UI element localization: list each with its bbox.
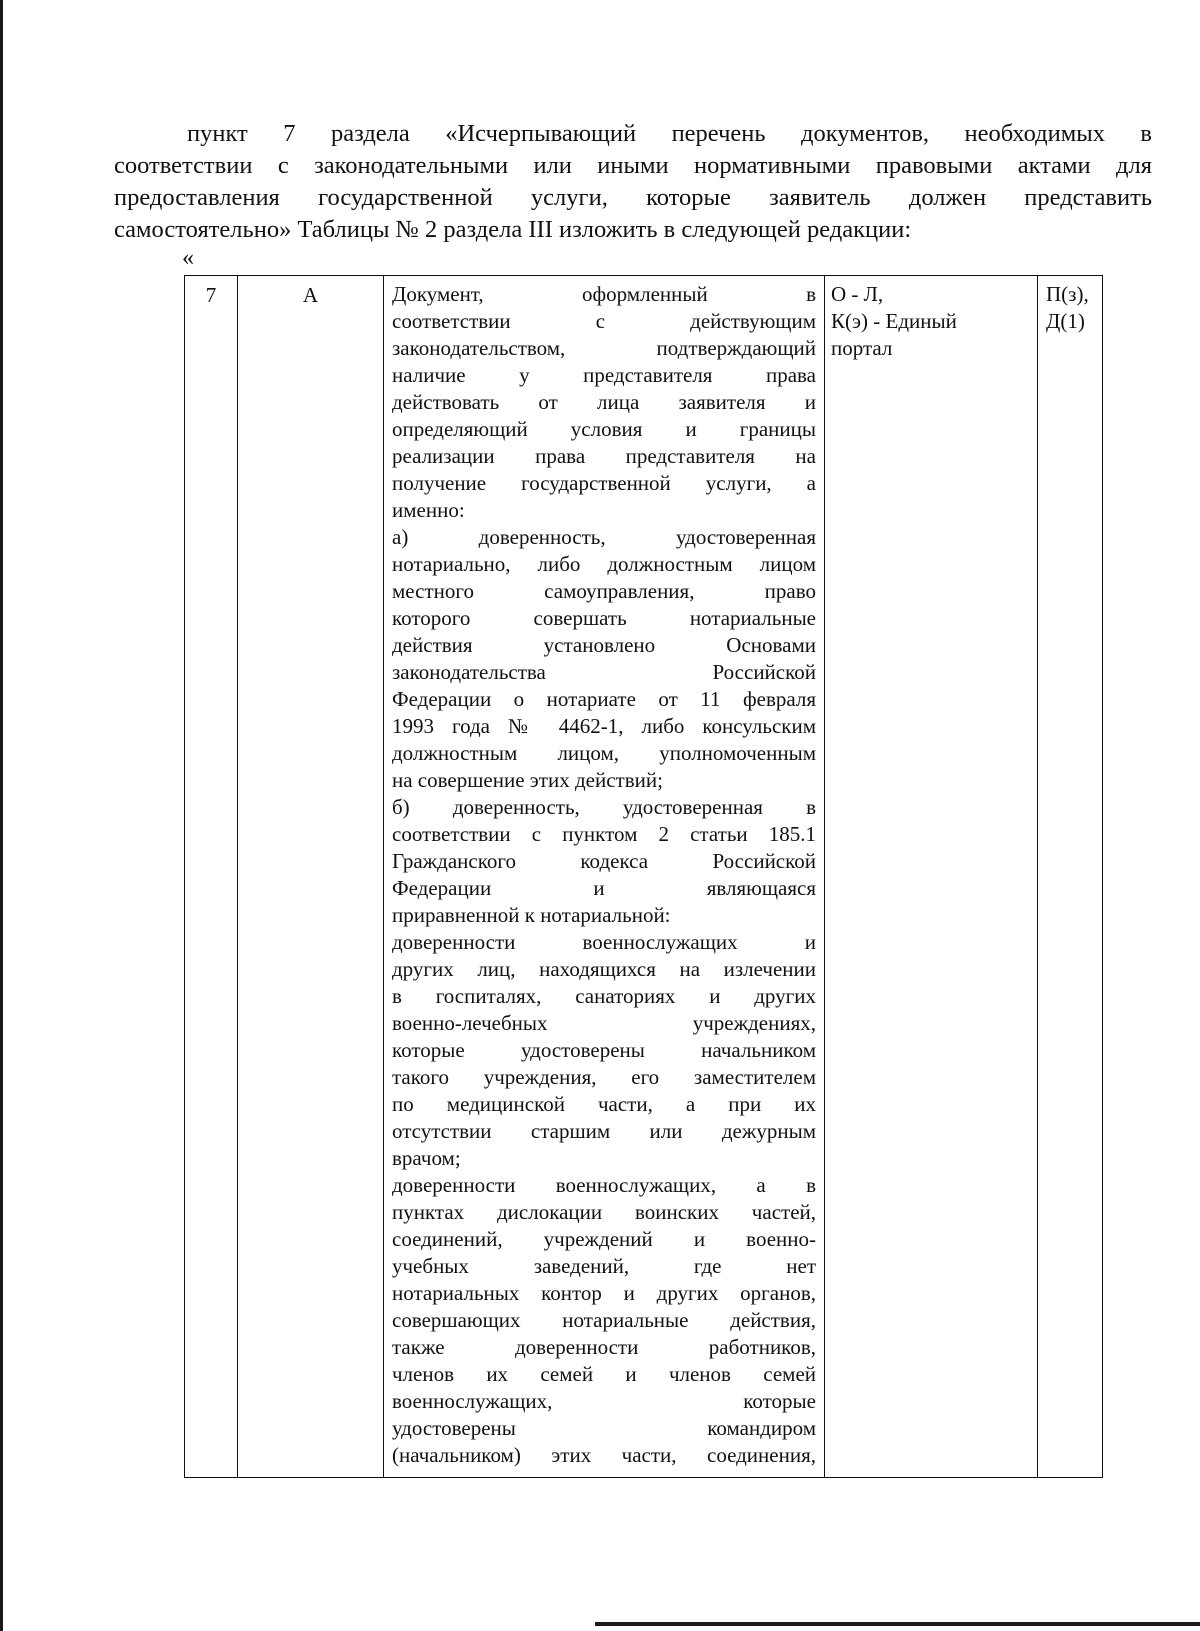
description-line: законодательством, подтверждающий <box>392 336 816 360</box>
description-line: определяющий условия и границы <box>392 417 816 441</box>
description-line: должностным лицом, уполномоченным <box>392 741 816 765</box>
description-line: которого совершать нотариальные <box>392 606 816 630</box>
description-line: а) доверенность, удостоверенная <box>392 525 816 549</box>
description-line: которые удостоверены начальником <box>392 1038 816 1062</box>
description-line: в госпиталях, санаториях и других <box>392 984 816 1008</box>
row-description-cell <box>384 276 825 1478</box>
description-line: такого учреждения, его заместителем <box>392 1065 816 1089</box>
description-line: военно-лечебных учреждениях, <box>392 1011 816 1035</box>
description-line: совершающих нотариальные действия, <box>392 1308 816 1332</box>
description-line: именно: <box>392 498 465 522</box>
description-line: Федерации и являющаяся <box>392 876 816 900</box>
description-line: на совершение этих действий; <box>392 768 663 792</box>
description-line: законодательства Российской <box>392 660 816 684</box>
description-line: врачом; <box>392 1146 461 1170</box>
form-line: портал <box>831 336 893 360</box>
description-line: других лиц, находящихся на излечении <box>392 957 816 981</box>
scan-bottom-edge <box>595 1622 1200 1626</box>
scan-left-edge <box>0 0 3 1631</box>
description-line: действовать от лица заявителя и <box>392 390 816 414</box>
row-number-cell: 7 <box>185 276 238 1478</box>
description-line: 1993 года № 4462-1, либо консульским <box>392 714 816 738</box>
description-line: учебных заведений, где нет <box>392 1254 816 1278</box>
description-line: наличие у представителя права <box>392 363 816 387</box>
row-code-cell <box>1038 276 1103 1478</box>
description-line: местного самоуправления, право <box>392 579 816 603</box>
description-line: получение государственной услуги, а <box>392 471 816 495</box>
form-line: О - Л, <box>831 282 884 306</box>
description-line: членов их семей и членов семей <box>392 1362 816 1386</box>
opening-quote-mark: « <box>182 245 194 271</box>
table-row <box>185 276 1103 1478</box>
description-line: б) доверенность, удостоверенная в <box>392 795 816 819</box>
row-form-cell <box>825 276 1038 1478</box>
intro-line: предоставления государственной услуги, которые заявитель должен представить <box>114 184 1152 211</box>
description-line: отсутствии старшим или дежурным <box>392 1119 816 1143</box>
description-line: военнослужащих, которые <box>392 1389 816 1413</box>
description-line: пунктах дислокации воинских частей, <box>392 1200 816 1224</box>
description-line: соответствии с пунктом 2 статьи 185.1 <box>392 822 816 846</box>
code-line: П(з), <box>1046 282 1089 306</box>
description-line: нотариальных контор и других органов, <box>392 1281 816 1305</box>
documents-table <box>184 275 1103 1478</box>
description-line: доверенности военнослужащих, а в <box>392 1173 816 1197</box>
description-line: Федерации о нотариате от 11 февраля <box>392 687 816 711</box>
row-category-cell: А <box>238 276 384 1478</box>
description-line: удостоверены командиром <box>392 1416 816 1440</box>
description-line: также доверенности работников, <box>392 1335 816 1359</box>
description-line: Гражданского кодекса Российской <box>392 849 816 873</box>
description-line: (начальником) этих части, соединения, <box>392 1443 816 1467</box>
intro-line: самостоятельно» Таблицы № 2 раздела III изложить в следующей редакции: <box>114 216 912 243</box>
description-line: Документ, оформленный в <box>392 282 816 306</box>
description-line: по медицинской части, а при их <box>392 1092 816 1116</box>
intro-line: пункт 7 раздела «Исчерпывающий перечень документов, необходимых в <box>187 120 1152 147</box>
code-line: Д(1) <box>1046 309 1085 333</box>
description-line: соответствии с действующим <box>392 309 816 333</box>
description-line: соединений, учреждений и военно- <box>392 1227 816 1251</box>
intro-line: соответствии с законодательными или иными нормативными правовыми актами для <box>114 152 1152 179</box>
form-line: К(э) - Единый <box>831 309 957 333</box>
description-line: реализации права представителя на <box>392 444 816 468</box>
description-line: действия установлено Основами <box>392 633 816 657</box>
description-line: нотариально, либо должностным лицом <box>392 552 816 576</box>
description-line: доверенности военнослужащих и <box>392 930 816 954</box>
intro-paragraph <box>114 118 1152 246</box>
description-line: приравненной к нотариальной: <box>392 903 671 927</box>
